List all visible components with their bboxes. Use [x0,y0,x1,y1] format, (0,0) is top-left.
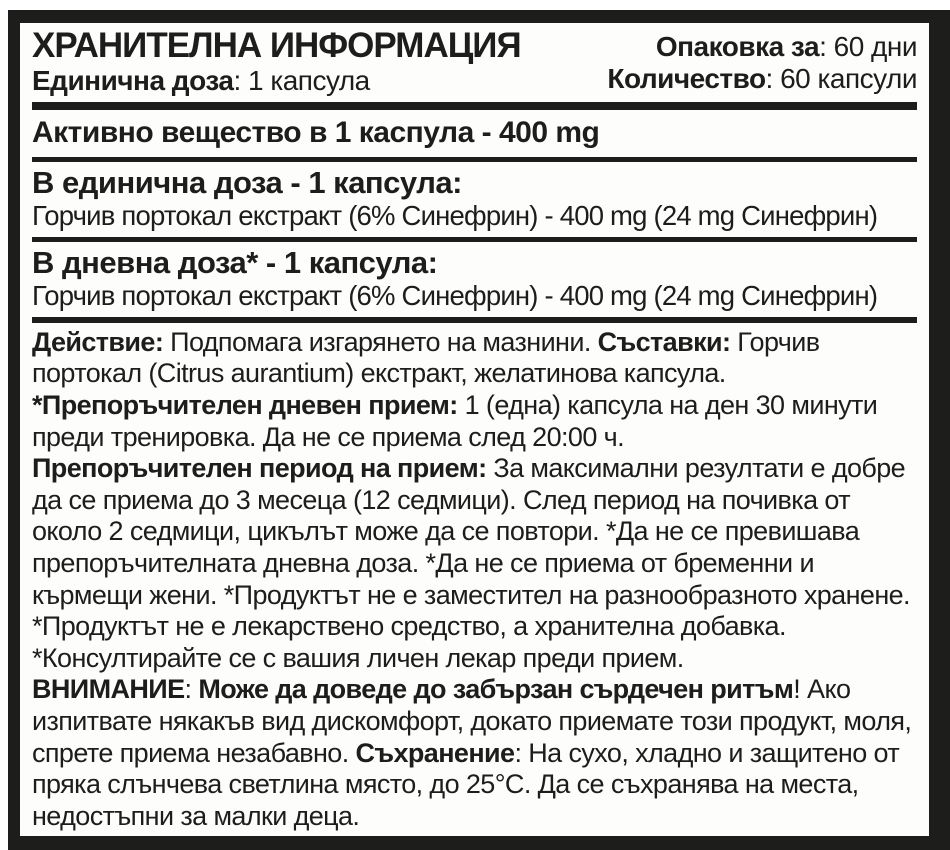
text-run: За максимални резултати е добре да се приема до 3 месеца (12 седмици). След период на почивка от около 2 седмици, цикълът може да се повтори. *Да не се превишава препоръчителната дневна доза. *Да не се приема от бременни и кърмещи жени. *Продуктът не е заместител на разнообразното хранене. *Продуктът не е лекарствено средство, а хранителна добавка. *Консултирайте се с вашия личен лекар преди прием. [32,453,910,673]
body-paragraph-action [32,327,917,390]
single-dose-ingredient: Горчив портокал екстракт (6% Синефрин) - 400 mg (24 mg Синефрин) [32,200,878,232]
quantity-label: Количество [607,62,766,94]
single-dose-row [32,65,521,97]
quantity-separator: : [765,62,781,94]
package-label: Опаковка за [655,31,820,62]
text-run: Действие: [32,326,164,357]
body-paragraph-intake-period [32,453,917,674]
quantity-row [607,63,917,95]
single-dose-label: Единична доза [32,64,234,96]
text-run: 1 (една) капсула на ден 30 минути преди тренировка. Да не се приема след 20:00 ч. [32,390,878,452]
single-dose-separator: : [233,64,248,96]
section-single-dose [32,165,917,233]
body-paragraph-daily-intake [32,390,917,453]
text-run: : [184,674,199,705]
divider-daily-dose [32,317,917,323]
text-run: Ако изпитвате някакъв вид дискомфорт, докато приемате този продукт, моля, спрете приема незабавно. [32,674,912,768]
text-run: ВНИМАНИЕ [32,674,185,705]
section-daily-dose [32,245,917,313]
text-run: Съставки: [597,326,731,357]
header-right-column [607,27,917,95]
quantity-value: 60 капсули [780,62,917,94]
package-value: 60 дни [833,31,917,62]
text-run: : На сухо, хладно и защитено от пряка слънчева светлина място, до 25°C. Да се съхранява на места, недостъпни за малки деца. [32,737,900,831]
single-dose-value: 1 капсула [248,64,370,96]
text-run: Може да доведе до забързан сърдечен ритъм [198,674,794,705]
divider-active [32,157,917,162]
active-substance-line: Активно вещество в 1 каспула - 400 mg [32,115,600,149]
text-run: Подпомага изгарянето на мазнини. [163,326,598,357]
label-panel [20,23,929,836]
text-run: *Препоръчителен дневен прием: [32,390,458,421]
package-separator: : [819,31,834,62]
text-run: Препоръчителен период на прием: [32,453,487,484]
package-row [607,31,917,63]
divider-top [32,102,917,110]
daily-dose-ingredient: Горчив портокал екстракт (6% Синефрин) - 400 mg (24 mg Синефрин) [32,280,878,312]
header-left-column [32,27,521,97]
single-dose-heading: В единична доза - 1 капсула: [32,164,462,200]
daily-dose-heading: В дневна доза* - 1 капсула: [32,244,438,280]
page-title: ХРАНИТЕЛНА ИНФОРМАЦИЯ [32,26,521,65]
text-run: Горчив портокал (Citrus aurantium) екстракт, желатинова капсула. [32,326,820,389]
text-run: ! [793,674,801,705]
body-paragraph-warning-storage [32,674,917,832]
label-header [32,27,917,97]
label-plate [8,10,950,850]
text-run: Съхранение [355,737,515,768]
divider-single-dose [32,237,917,242]
body-text [32,327,917,833]
